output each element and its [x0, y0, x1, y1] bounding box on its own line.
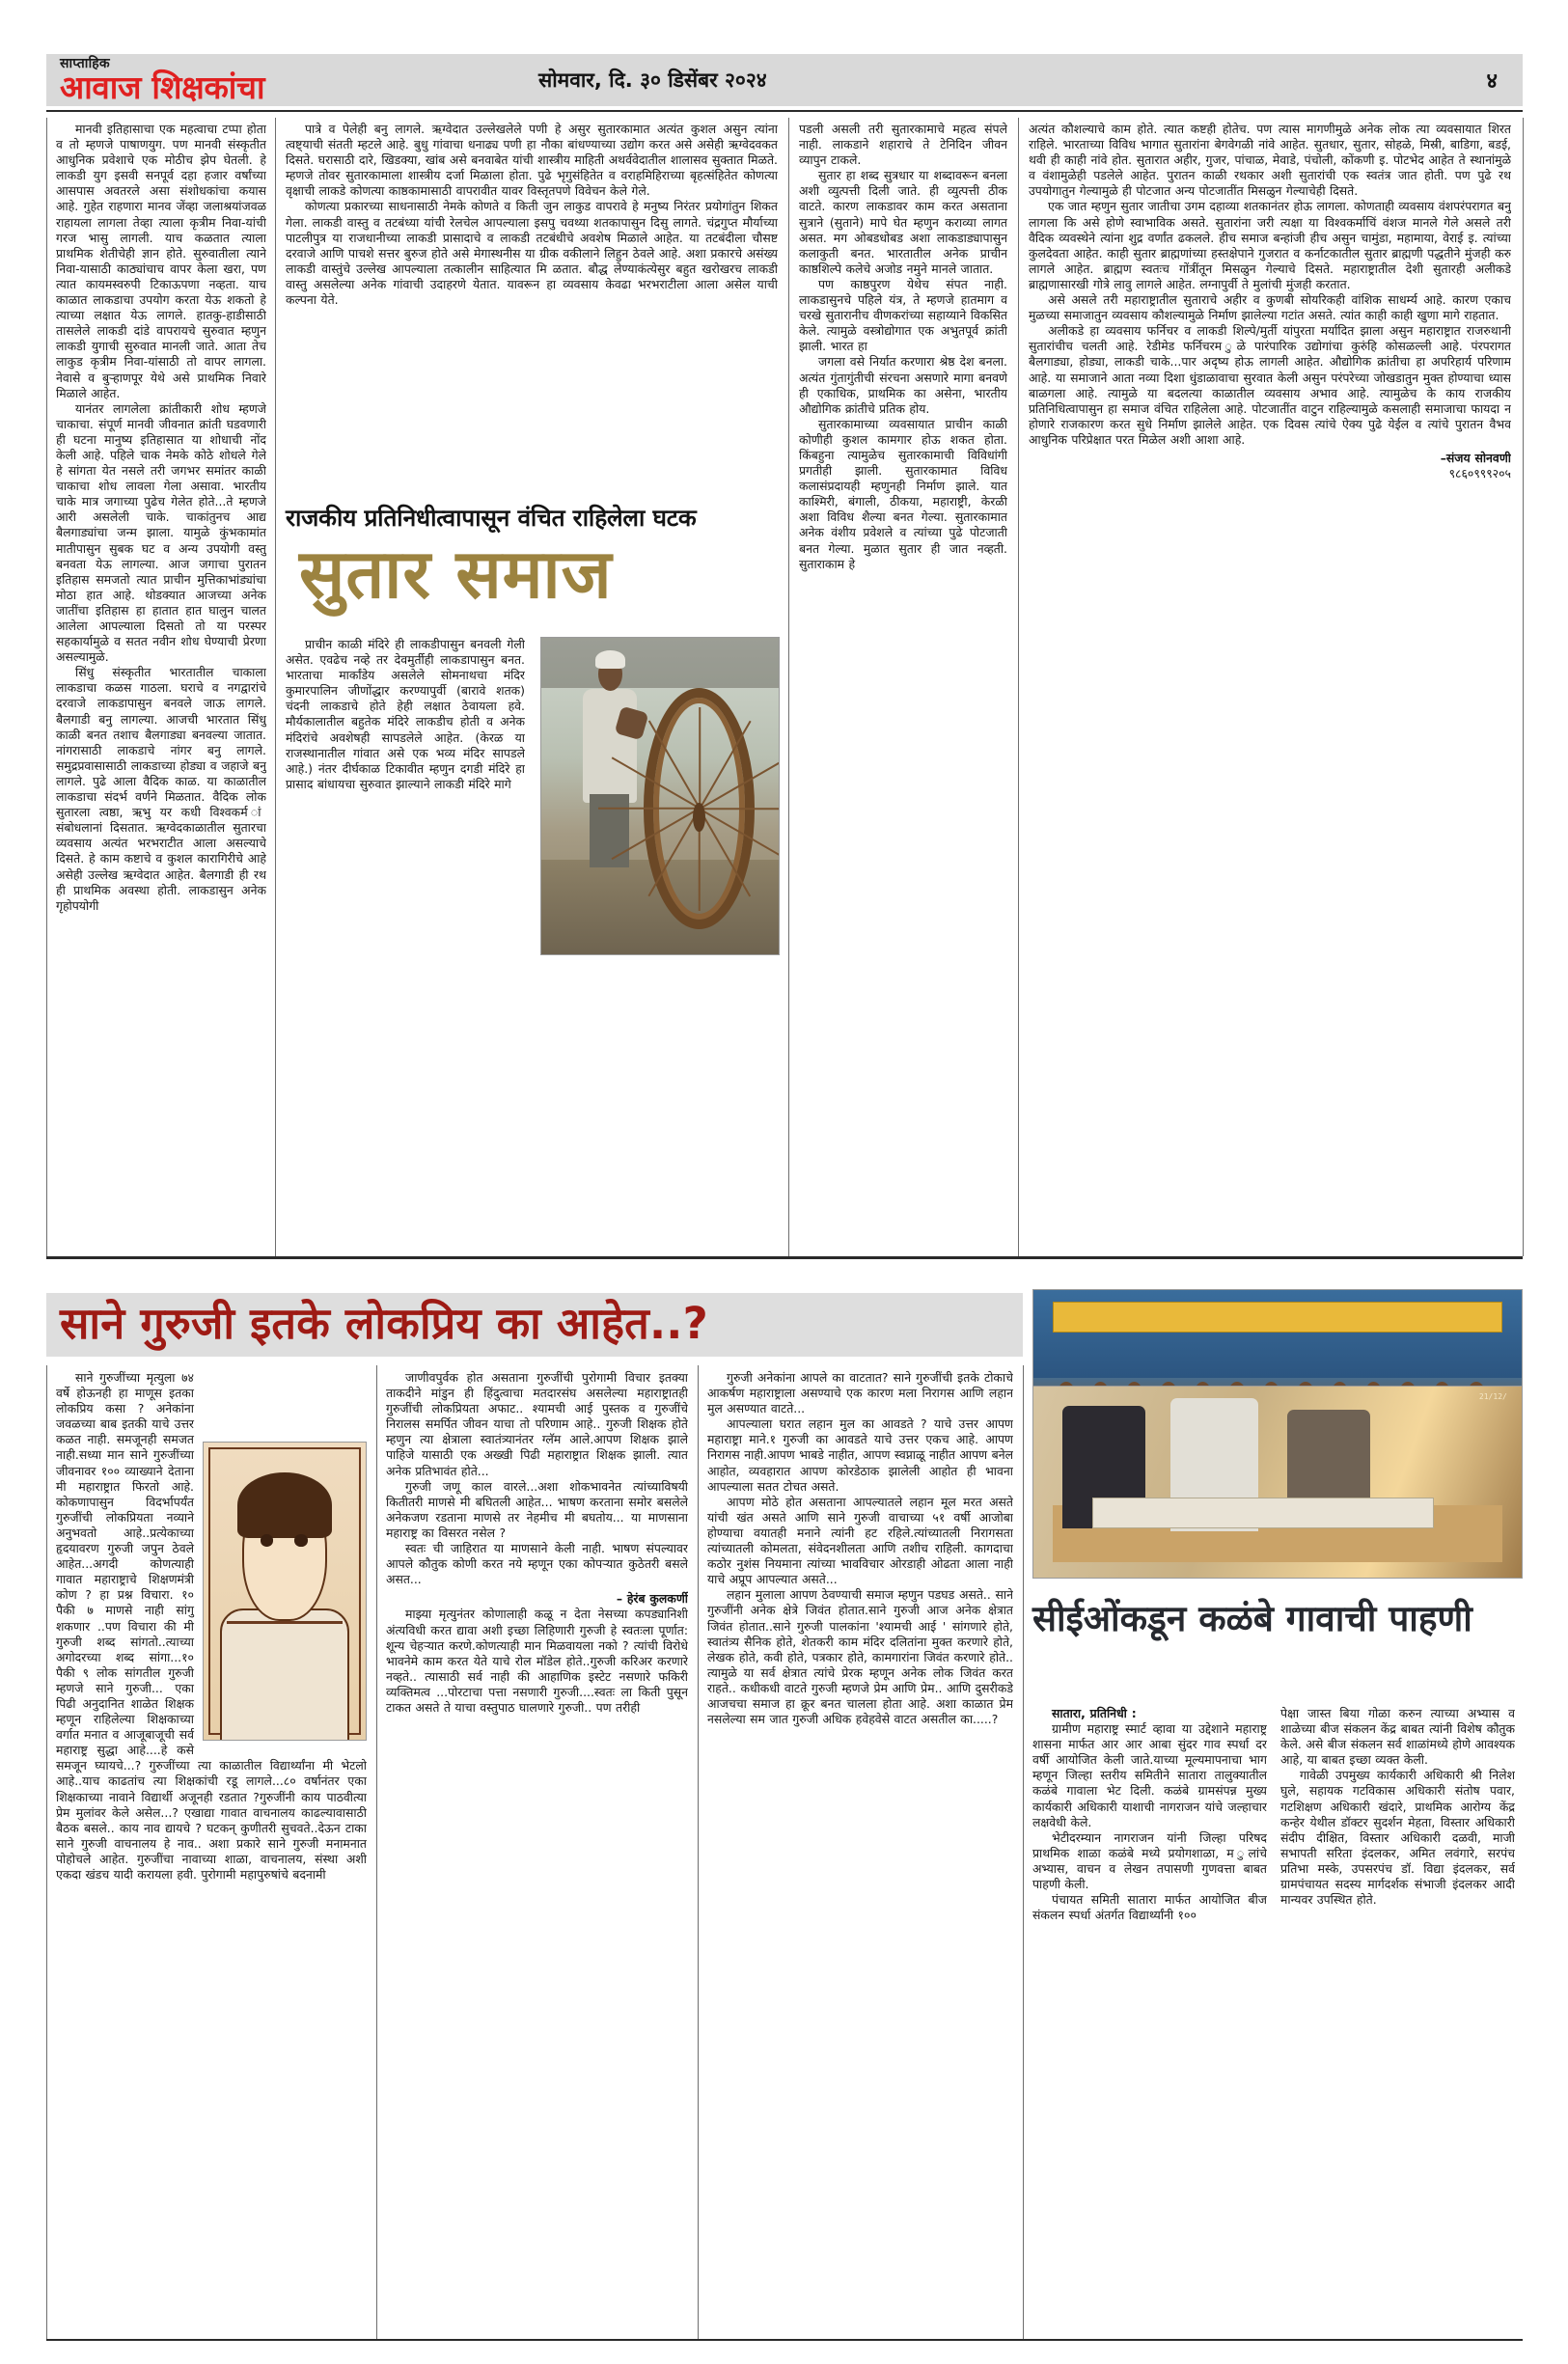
- carpenter-cartwheel-photo: [540, 637, 780, 955]
- photo-timestamp: 21/12/: [1478, 1391, 1507, 1401]
- paragraph: जाणीवपुर्वक होत असताना गुरुजींची पुरोगामी विचार इतक्या ताकदीने मांडुन ही हिंदुत्वाचा मतदारसंघ असलेल्या महाराष्ट्रातही गुरुजींची लोकप्रियता अफाट.. श्यामची आई पुस्तक व गुरुजींचे निरालस समर्पित जीवन याचा तो परिणाम आहे.. गुरुजी शिक्षक होते म्हणुन त्या क्षेत्राला स्वातंत्र्यानंतर ग्लॅम आले.आपण शिक्षक झाले पाहिजे यासाठी एक अख्खी पिढी महाराष्ट्रात शिक्षक झाली. त्यात अनेक प्रतिभावंत होते...: [386, 1370, 688, 1478]
- paragraph: गुरुजी जणू काल वारले...अशा शोकभावनेत त्यांच्याविषयी कितीतरी माणसे मी बघितली आहेत... भाषण करताना समोर बसलेले अनेकजण रडताना माणसे तर नेहमीच मी बघतोय... या माणसाना महाराष्ट्र का विसरत नसेल ?: [386, 1478, 688, 1540]
- paragraph: पंचायत समिती सातारा मार्फत आयोजित बीज संकलन स्पर्धा अंतर्गत विद्यार्थ्यांनी १००: [1032, 1892, 1267, 1923]
- paragraph: कोणत्या प्रकारच्या साधनासाठी नेमके कोणते व किती जुन लाकुड वापरावे हे मनुष्य निरंतर प्रयोगांतुन शिकत गेला. लाकडी वास्तु व तटबंध्या यांची रेलचेल आपल्याला इसपु चवथ्या शतकापासुन दिसु लागते. चंद्रगुप्त मौर्याच्या पाटलीपुत्र या राजधानीच्या लाकडी प्रासादाचे व लाकडी तटबंधीचे अवशेष मिळाले आहेत. या तटबंदीला चौसष्ट दरवाजे आणि पाचशे सत्तर बुरुज होते असे मेगास्थनीस या ग्रीक वकीलाने लिहुन ठेवले आहे. अशा प्रकारचे असंख्य लाकडी वास्तुंचे उल्लेख आपल्याला तत्कालीन साहित्यात मि ळतात. बौद्ध लेण्याकंत्येसुर बहुत खरोखरच लाकडी वास्तु असलेल्या अनेक गांवाची उदाहरणे येतात. यावरून हा व्यवसाय केवढा भरभराटीला आला असेल याची कल्पना येते.: [286, 199, 778, 308]
- article1-byline-phone: ९८६०९९९२०५: [1448, 466, 1511, 481]
- wheel-spoke: [698, 720, 751, 810]
- paragraph: माझ्या मृत्युनंतर कोणालाही कळू न देता नेसच्या कपड्यानिशी अंत्यविधी करत द्यावा अशी इच्छा लिहिणारी गुरुजी हे स्वतःला पूर्णात: शून्य चेहऱ्यात करणे.कोणत्याही मान मिळवायला नको ? त्यांची विरोधे भावनेमे काम करत येते याचे रोल मॉडेल होते..गुरुजी करिअर करणारे नव्हते.. त्यासाठी सर्व नाही की आहाणिक इस्टेट नसणारे फकिरी व्यक्तिमत्व ...पोरटाचा पत्ता नसणारी गुरुजी....स्वतः ला किती पुसून टाकत असते ते याचा वस्तुपाठ घालणारे गुरुजी.. पण तरीही: [386, 1607, 688, 1715]
- paragraph: पात्रे व पेलेही बनु लागले. ऋग्वेदात उल्लेखलेले पणी हे असुर सुतारकामात अत्यंत कुशल असुन त्यांना त्वष्ट्याची संतती म्हटले आहे. बुधु गांवाचा धनाढ्य पणी हा नौका बांधण्याच्या उद्योग करत असे असेही ऋग्वेदवकत दिसते. घरासाठी दारे, खिडक्या, खांब असे बनवाबेत यांची शास्त्रीय माहिती अथर्ववेदातील शालासव सुक्तात मिळते. म्हणजे तोवर सुतारकामाला शास्त्रीय दर्जा मिळाला होता. पुढे भृगुसंहितेत व वराहमिहिराच्या बृहत्संहितेत कोणत्या वृक्षाची लाकडे कोणत्या काष्ठकामासाठी वापरावीत यावर विस्तृतपणे विवेचन केले गेले.: [286, 122, 778, 199]
- article3-column-2: [1280, 1706, 1515, 2335]
- article1-column-2-top: [286, 122, 778, 508]
- column-divider: [46, 1365, 47, 2340]
- paragraph: पडली असली तरी सुतारकामाचे महत्व संपले नाही. लाकडाने शहाराचे ते टेनिदिन जीवन व्यापुन टाकले.: [799, 122, 1007, 168]
- photo-shed-shadow: [541, 638, 779, 688]
- article3-headline: सीईओंकडून कळंबे गावाची पाहणी: [1032, 1598, 1472, 1639]
- article1-byline: –संजय सोनवणी: [1440, 450, 1511, 465]
- figure-cap: [595, 650, 625, 669]
- paragraph: सुतारकामाच्या व्यवसायात प्राचीन काळी कोणीही कुशल कामगार होऊ शकत होता. किंबहुना त्यामुळेच सुतारकामाची विविधांगी प्रगतीही झाली. सुतारकामात विविध कलासंप्रदायही म्हणुनही निर्माण झाले. यात काश्मिरी, बंगाली, ठीकया, महाराष्ट्री, केरळी अशा विविध शैल्या बनत गेल्या. सुतारकामात अनेक वंशीय प्रवेशले व त्यांच्या पुढे पोटजाती बनत गेल्या. मुळात सुतार ही जात नव्हती. सुताराकाम हे: [799, 416, 1007, 571]
- paragraph: भेटीदरम्यान नागराजन यांनी जिल्हा परिषद प्राथमिक शाळा कळंबे मध्ये प्रयोगशाळा, म ुलांचे अभ्यास, वाचन व लेखन तपासणी गुणवत्ता बाबत पाहणी केली.: [1032, 1829, 1267, 1892]
- issue-date: सोमवार, दि. ३० डिसेंबर २०२४: [538, 69, 767, 92]
- paragraph: स्वतः ची जाहिरात या माणसाने केली नाही. भाषण संपल्यावर आपले कौतुक कोणी करत नये म्हणून एका कोपऱ्यात कुठेतरी बसले असत...: [386, 1541, 688, 1587]
- article3-column-1: [1032, 1706, 1267, 2335]
- sane-guruji-portrait-photo: [203, 1442, 367, 1741]
- paragraph: जगला वसे निर्यात करणारा श्रेष्ठ देश बनला. अत्यंत गुंतागुंतीची संरचना असणारे मागा बनवणे ही एकाधिक, प्राथमिक का असेना, भारतीय औद्योगिक क्रांतीचे प्रतिक होय.: [799, 354, 1007, 416]
- paragraph: एक जात म्हणुन सुतार जातीचा उगम दहाव्या शतकानंतर होऊ लागला. कोणताही व्यवसाय वंशपरंपरागत बनु लागला कि असे होणे स्वाभाविक असते. सुतारांना जरी त्यक्षा या विश्वकर्माचिं वंशज मानले गेले असले तरी वैदिक व्यवस्थेने त्यांना शुद्र वर्णांत ढकलले. हीच समाज बन्हांजी हीच असुन चामुंडा, महामाया, वेराई इ. त्यांच्या कुलदेवता आहेत. काही सुतार ब्राह्मणांच्या हस्तक्षेपाने गुजरात व कर्नाटकातील सुतार ब्राह्मणी पद्धतीने मुंजही करु लागले आहेत. ब्राह्मण स्वतःच गोंत्रींतून मिसळुन गेल्याचे दिसते. महाराष्ट्रातील देशी सुतारही अलीकडे ब्राह्मणासारखी गोत्रे लावु लागले आहेत. लग्नापुर्वी ते मुलांची मुंजही करतात.: [1029, 199, 1511, 291]
- article1-column-2-under-photo: [540, 965, 780, 1251]
- paragraph: पण काष्ठपुरण येथेच संपत नाही. लाकडासुनचे पहिले यंत्र, ते म्हणजे हातमाग व चरखे सुतारानीच वीणकरांच्या सहाय्याने विकसित केले. त्यामुळे वस्त्रोद्योगात एक अभुतपूर्व क्रांती झाली. भारत हा: [799, 276, 1007, 354]
- article2-column-3: [707, 1370, 1013, 2335]
- article1-column-4: [1029, 122, 1511, 1202]
- paragraph: अत्यंत कौशल्याचे काम होते. त्यात कष्टही होतेच. पण त्यास मागणीमुळे अनेक लोक त्या व्यवसायात शिरत राहिले. भारताच्या विविध भागात सुतारांना बेगवेगळी नांवे आहेत. सुतधार, सुतार, सोहळे, मिस्री, बाडिगा, बडई, थवी ही काही नांवे होत. सुतारात अहीर, गुजर, पांचाळ, मेवाडे, पंचोली, कोंकणी इ. पोटभेद आहेत ते स्थानांमुळे व वंशामुळेही पडलेले आहेत. पुरातन काळी रथकार अशी सुतारांची एक स्वतंत्र जात होती. पण पुढे रथ उपयोगातुन गेल्यामुळे ही पोटजात अन्य पोटजातींत मिसळुन गेल्याचेही दिसते.: [1029, 122, 1511, 199]
- wheel-spoke: [597, 808, 699, 810]
- paragraph: यानंतर लागलेला क्रांतीकारी शोध म्हणजे चाकाचा. संपूर्ण मानवी जीवनात क्रांती घडवणारी ही घटना मानुष्य इतिहासात या शोधाची नोंद केली आहे. पहिले चाक नेमके कोठे शोधले गेले हे सांगता येत नसले तरी जगभर समांतर काळी चाकाचा शोध लावला गेला असावा. भारतीय चाके मात्र जगाच्या पुढेच गेलेत होते...ते म्हणजे आरी असलेली चाके. चाकांतुनच आद्य बैलगाड्यांचा जन्म झाला. यामुळे कुंभकामांत मातीपासुन सुबक घट व अन्य उपयोगी वस्तु बनवता येऊ लागल्या. आज जगाचा पुरातन इतिहास समजतो त्यात प्राचीन मुत्तिकाभांड्यांचा मोठा हात आहे. थोडक्यात आजच्या अनेक जातींचा इतिहास हा हातात हात घालुन चालत आलेला आपल्याला दिसतो तो या परस्पर सहकार्यामुळे व सतत नवीन शोध घेण्याची प्रेरणा असल्यामुळे.: [56, 400, 266, 665]
- article2-headline: साने गुरुजी इतके लोकप्रिय का आहेत..?: [60, 1298, 708, 1349]
- paragraph: गावेळी उपमुख्य कार्यकारी अधिकारी श्री निलेश घुले, सहायक गटविकास अधिकारी संतोष पवार, गटशिक्षण अधिकारी खंदारे, प्राथमिक आरोग्य केंद्र कन्हेर येथील डॉक्टर सुदर्शन मेहता, विस्तार अधिकारी संदीप दीक्षित, विस्तार अधिकारी दळवी, माजी सभापती सरिता इंदलकर, अमित लवंगारे, सरपंच प्रतिभा मस्के, उपसरपंच डॉ. विद्या इंदलकर, सर्व ग्रामपंचायत सदस्य मार्गदर्शक संभाजी इंदलकर आदी मान्यवर उपस्थित होते.: [1280, 1768, 1515, 1908]
- article2-byline: – हेरंब कुलकर्णी: [616, 1591, 688, 1607]
- page-bottom-rule: [46, 2339, 1523, 2341]
- paragraph: पेक्षा जास्त बिया गोळा करुन त्याच्या अभ्यास व शाळेच्या बीज संकलन केंद्र बाबत त्यांनी विशेष कौतुक केले. असे बीज संकलन सर्व शाळांमध्ये होणे आवश्यक आहे, या बाबत इच्छा व्यक्त केली.: [1280, 1706, 1515, 1768]
- column-divider: [376, 1365, 377, 2340]
- paragraph: साने गुरुजींच्या मृत्युला ७४ वर्षे होऊनही हा माणूस इतका लोकप्रिय कसा ? अनेकांना जवळच्या बाब इतकी याचे उत्तर कळत नाही. समजूनही समजत नाही.सध्या मान साने गुरुजींच्या जीवनावर १०० व्याख्याने देताना मी महाराष्ट्रात फिरतो आहे. कोकणापासुन विदर्भापर्यंत गुरुजींची लोकप्रियता नव्याने अनुभवतो आहे..प्रत्येकाच्या हृदयावरण गुरुजी जपुन ठेवले आहेत...अगदी कोणत्याही गावात महाराष्ट्राचे शिक्षणमंत्री कोण ? हा प्रश्न विचारा. १० पैकी ७ माणसे नाही सांगु शकणार ..पण विचारा की मी गुरुजी शब्द सांगतो..त्याच्या अगोदरच्या शब्द सांगा...१० पैकी ९ लोक सांगतील गुरुजी म्हणजे साने गुरुजी... एका पिढी अनुदानित शाळेत शिक्षक म्हणून राहिलेल्या शिक्षकाच्या वर्गात मनात व आजूबाजूची सर्व महाराष्ट्र सुद्धा आहे....हे कसे समजून घ्यायचे...? गुरुजींच्या त्या काळातील विद्यार्थ्यांना मी भेटलो आहे..याच काढतांच त्या शिक्षकांची रडू लागले...८० वर्षानंतर एका शिक्षकाच्या नावाने विद्यार्थी अजूनही रडतात ?गुरुजींनी काय पाठवीत्या प्रेम मुलांवर केले असेल...? एखाद्या गावात वाचनालय काढल्यावासाठी बैठक बसले.. काय नाव द्यायचे ? घटकन् कुणीतरी सुचवते..देऊन टाका साने गुरुजी वाचनालय हे नाव.. अशा प्रकारे साने गुरुजी मनामनात पोहोचले आहेत. गुरुजींचा नावाच्या शाळा, वाचनालय, संस्था अशी एकदा खंडच यादी करायला हवी. पुरोगामी महापुरुषांचे बदनामी: [56, 1370, 367, 1882]
- photo-documents: [1092, 1498, 1434, 1528]
- publication-logo[interactable]: [46, 54, 365, 106]
- wheel-hub: [693, 803, 704, 832]
- article1-headline: सुतार समाज: [299, 535, 613, 614]
- paragraph: आपण मोठे होत असताना आपल्यातले लहान मूल मरत असते यांची खंत असते आणि साने गुरुजी वाचाच्या ५१ वर्षी आजोबा होण्याचा वयातही मनाने त्यांनी हट रहिले.त्यांच्यातली निरागसता त्यांच्यातली कोमलता, संवेदनशीलता आणि तशीच राहिली. कागदाचा कठोर नुशंस नियमाना त्यांच्या भावविचार ओरडाही ओढता आला नाही याचे अप्रूप आपल्यात असते...: [707, 1494, 1013, 1587]
- portrait-eye: [294, 1534, 307, 1546]
- article1-bottom-rule: [46, 1256, 1523, 1259]
- wheel-spoke: [700, 808, 780, 810]
- article1-column-3: [799, 122, 1007, 1251]
- portrait-hair: [237, 1472, 331, 1538]
- paragraph: सिंधु संस्कृतीत भारतातील चाकाला लाकडाचा कळस गाठला. घराचे व नगद्वारांचे दरवाजे लाकडापासुन बनवले जाऊ लागले. बैलगाडी बनु लागल्या. आजची भारतात सिंधु काळी बनत तशाच बैलगाड्या बनवल्या जातात. नांगरासाठी लाकडाचे नांगर बनु लागले. समुद्रप्रवासासाठी लाकडाच्या होड्या व जहाजे बनु लागले. पुढे आला वैदिक काळ. या काळातील लाकडाचा संदर्भ वर्णने मिळतात. वैदिक लोक सुतारला त्वष्ठा, ऋभु यर कधी विश्वकर्म ां संबोधलानां दिसतात. ऋग्वेदकाळातील सुतारचा व्यवसाय अत्यंत भरभराटीत आला असल्याचे दिसते. हे काम कष्टाचे व कुशल कारागिरीचे आहे असेही उल्लेख ऋग्वेदात आहेत. बैलगाडी ही रथ ही प्राथमिक अवस्था होती. लाकडासुन अनेक गृहोपयोगी: [56, 665, 266, 913]
- paragraph: अलीकडे हा व्यवसाय फर्निचर व लाकडी शिल्पे/मुर्ती यांपुरता मर्यादित झाला असुन महाराष्ट्रात राजरुथानी सुतारांचीच चलती आहे. रेडीमेड फर्निचरम ुळे पारंपारिक उद्योगांचा कुरुंहि कोसळल्ली आहे. पंरपरागत बैलगाड्या, होड्या, लाकडी चाके...पार अदृष्य होऊ लागली आहेत. औद्योगिक क्रांतीचा हा अपरिहार्य परिणाम आहे. या समाजाने आता नव्या दिशा धुंडाळावाचा सुरवात केली असुन परंपरेच्या जोखडातुन मुक्त होण्याचा ध्यास बाळगला आहे. त्यामुळे या बदलत्या काळातील व्यवसाय अभाव आहे. त्यामुळेच के काय राजकीय प्रतिनिधित्वापासुन हा समाज वंचित राहिलेला आहे. पोटजातींत वाटुन राहिल्यामुळे कसलाही समाजाचा फायदा न होणारे राजकारण करत सुधे निर्माण झालेले आहेत. एक दिवस त्यांचे ऐक्य पुढे येईल व त्यांचे पुरातन वैभव आधुनिक परिप्रेक्षात परत मिळेल अशी आशा आहे.: [1029, 323, 1511, 447]
- photo-cart-wheel: [644, 688, 756, 928]
- article3-dateline: सातारा, प्रतिनिधी :: [1052, 1706, 1137, 1720]
- column-divider: [1018, 118, 1019, 1256]
- logo-title: आवाज शिक्षकांचा: [60, 69, 265, 106]
- photo-banner: [1053, 1302, 1502, 1333]
- paragraph: प्राचीन काळी मंदिरे ही लाकडीपासुन बनवली गेली असेत. एवढेच नव्हे तर देवमुर्तीही लाकडापासुन बनत. भारताचा मार्कांडेय असलेले सोमनाथचा मंदिर कुमारपालिन जीणोंद्धार करण्यापुर्वी (बारावे शतक) चंदनी लाकडाचे होते हेही लक्षात ठेवायला हवे. मौर्यकालातील बहुतेक मंदिरे लाकडीच होती व अनेक मंदिरांचे अवशेषही सापडलेले आहेत. (केरळ या राजस्थानातील गांवात असे एक भव्य मंदिर सापडले आहे.) नंतर दीर्घकाळ टिकावीत म्हणुन दगडी मंदिरे हा प्रासाद बांधायचा सुरुवात झाल्याने लाकडी मंदिरे मागे: [286, 637, 525, 791]
- portrait-eye: [261, 1534, 273, 1546]
- wheel-spoke: [647, 720, 701, 810]
- column-divider: [1023, 1365, 1024, 2340]
- logo-kicker: साप्ताहिक: [60, 56, 110, 71]
- paragraph: ग्रामीण महाराष्ट्र स्मार्ट व्हावा या उद्देशाने महाराष्ट्र शासना मार्फत आर आर आबा सुंदर गाव स्पर्धा दर वर्षी आयोजित केली जाते.याच्या मूल्यमापनाचा भाग म्हणून जिल्हा स्तरीय समितीने सातारा तालुक्यातील कळंबे गावाला भेट दिली. कळंबे ग्रामसंपन्न मुख्य कार्यकारी अधिकारी याशाची नागराजन यांचे जल्हाचार लक्षवेधी केले.: [1032, 1721, 1267, 1829]
- column-divider: [46, 118, 47, 1256]
- ceo-village-visit-photo: [1032, 1386, 1523, 1579]
- figure-shirt: [583, 689, 637, 803]
- paragraph: गुरुजी अनेकांना आपले का वाटतात? साने गुरुजींची इतके टोकाचे आकर्षण महाराष्ट्राला असण्याचे एक कारण मला निरागस आणि लहान मुल असण्यात वाटते...: [707, 1370, 1013, 1416]
- page-number: ४: [1486, 69, 1498, 94]
- column-divider: [698, 1365, 699, 2340]
- masthead: [46, 54, 1523, 106]
- paragraph: आपल्याला घरात लहान मुल का आवडते ? याचे उत्तर आपण महाराष्ट्रा माने.१ गुरुजी का आवडते याचे उत्तर एकच आहे. आपण निरागस नाही.आपण भाबडे नाहीत, आपण स्वप्नाळू नाहीत आपण बनेल आहोत, व्यवहारात आपण कोरडेठाक झालेली आहोत ही भावना आपल्याला सतत टोचत असते.: [707, 1416, 1013, 1494]
- masthead-bottom-rule: [46, 110, 1523, 112]
- paragraph: मानवी इतिहासाचा एक महत्वाचा टप्पा होता व तो म्हणजे पाषाणयुग. पण मानवी संस्कृतीत आधुनिक प्रवेशाचे एक मोठीच झेप घेतली. हे लाकडी युग इसवी सनपूर्व दहा हजार वर्षांच्या आसपास अवतरले असा संशोधकांचा कयास आहे. गुहेत राहणारा मानव जेंव्हा जलाश्रयांजवळ राहायला लागला तेव्हा त्याला कृत्रीम निवा-यांची गरज भासु लागली. याच कळतात त्याला प्राथमिक शेतीचेही ज्ञान होते. सुरुवातीला त्याने निवा-यासाठी काठ्यांचाच वापर केला खरा, पण त्यात कायमस्वरुपी टिकाऊपणा नव्हता. याच काळात लाकडाचा उपयोग करता येऊ शकतो हे त्याच्या लक्षात येऊ लागले. हातकु-हाडीसाठी तासलेले लाकडी दांडे वापरायचे सुरुवात म्हणुन लाकडी युगाची सुरुवात मानली जाते. आता तेच लाकुड कृत्रीम निवा-यांसाठी तो वापर लागला. नेवासे व बुऱ्हाणपूर येथे असे प्राथमिक निवारे मिळाले आहेत.: [56, 122, 266, 400]
- column-divider: [275, 118, 276, 1256]
- article2-column-1: [56, 1370, 367, 2335]
- paragraph: लहान मुलाला आपण ठेवण्याची समाज म्हणुन पडघड असते.. साने गुरुजींनी अनेक क्षेत्रे जिवंत होतात.साने गुरुजी आज अनेक क्षेत्रात जिवंत होतात..साने गुरुजी पालकांना 'श्यामची आई ' सांगणारे होते, स्वातंत्र्य सैनिक होते, शेतकरी काम मंदिर दलितांना मुक्त करणारे होते, लेखक होते, कवी होते, पत्रकार होते, कामगारांना जिवंत करणारे होते.. त्यामुळे या सर्व क्षेत्रात त्यांचे प्रेरक म्हणून अनेक लोक जिवंत करत राहते.. कधीकधी वाटते गुरुजी म्हणजे प्रेम आणि प्रेम.. आणि दुसरीकडे आजचचा समाज हा क्रूर बनत चालला होता आहे. अशा काळात प्रेम नसलेल्या सम जात गुरुजी अधिक हवेहवेसे वाटत असतील का.....?: [707, 1587, 1013, 1727]
- paragraph: असे असले तरी महाराष्ट्रातील सुताराचे अहीर व कुणबी सोयरिकही वांशिक साधर्म्य आहे. कारण एकाच मुळच्या समाजातुन व्यवसाय कौशल्यामुळे निर्माण झालेल्या गटांत असते. त्यांत काही काही खुणा मागे राहतात.: [1029, 292, 1511, 323]
- paragraph: सुतार हा शब्द सुत्रधार या शब्दावरून बनला अशी व्युत्पत्ती दिली जाते. ही व्युत्पत्ती ठीक वाटते. कारण लाकडावर काम करत असताना सुत्राने (सुताने) मापे घेत म्हणुन कराव्या लागत असत. मग ओबडधोबड अशा लाकडाड्यापासुन कलाकुती बनत. भारतातील अनेक प्राचीन काष्ठशिल्पे कलेचे अजोड नमुने मानले जातात.: [799, 168, 1007, 276]
- portrait-shawl: [227, 1621, 344, 1741]
- article1-column-1: [56, 122, 266, 1251]
- wheel-spoke: [698, 707, 700, 809]
- article2-column-2: [386, 1370, 688, 2335]
- figure-trousers: [590, 794, 629, 867]
- column-divider: [1523, 118, 1524, 1256]
- article1-column-2-bottom: [286, 637, 525, 1251]
- column-divider: [788, 118, 789, 1256]
- article1-kicker: राजकीय प्रतिनिधीत्वापासून वंचित राहिलेला घटक: [286, 504, 697, 532]
